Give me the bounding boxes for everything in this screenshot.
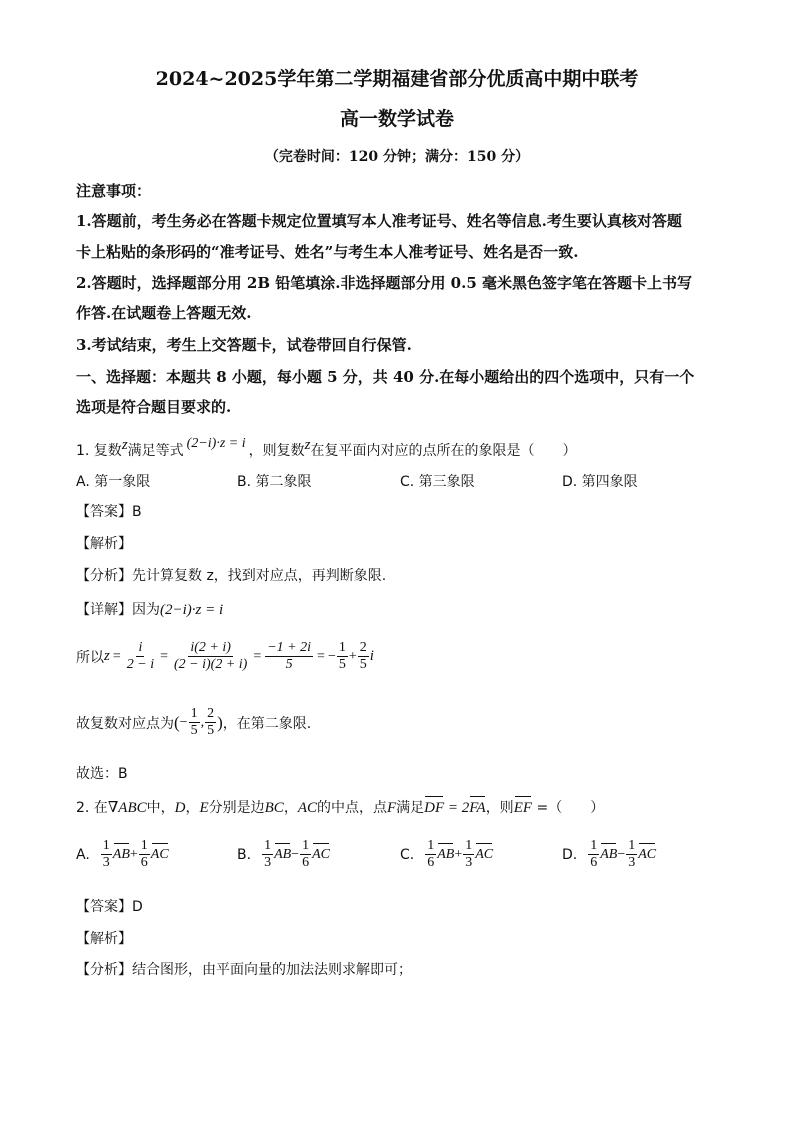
q1-detail-equation: (2−i)·z = i <box>160 602 224 618</box>
section1-line2: 选项是符合题目要求的. <box>76 398 232 416</box>
q2-comma2: ， <box>283 800 298 816</box>
q1-point-line <box>76 706 311 739</box>
q2a-frac2 <box>139 838 150 871</box>
q2c-frac1 <box>425 838 436 871</box>
deriv-eq2: = <box>160 648 168 664</box>
deriv-frac3 <box>265 640 313 673</box>
frac2-num: i(2 + i) <box>190 640 231 655</box>
q2-triangle: ∇ABC <box>107 800 147 816</box>
q2b-frac2 <box>300 838 311 871</box>
q2-vec-EF: EF <box>513 800 533 816</box>
deriv-eq3: = <box>253 648 262 664</box>
frac5-num: 2 <box>359 640 367 655</box>
q2a-vec-AB: AB <box>112 846 130 862</box>
deriv-minus: − <box>327 648 336 664</box>
q2-answer: 【答案】D <box>76 899 143 915</box>
q2d-f1d: 6 <box>590 855 598 870</box>
q1-detail-label: 【详解】因为 <box>76 602 160 618</box>
q1-point-label: 故复数对应点为 <box>76 715 174 732</box>
q2-E: E <box>199 800 209 816</box>
q2a-frac1 <box>101 838 112 871</box>
q2-analysis: 【解析】 <box>76 931 132 947</box>
deriv-frac5 <box>358 640 369 673</box>
pfrac1-den: 5 <box>190 723 198 738</box>
q2-fenxi: 【分析】结合图形，由平面向量的加法法则求解即可； <box>76 962 412 978</box>
deriv-i: i <box>369 648 374 664</box>
q2-eq: = 2 <box>444 800 470 816</box>
q2b-vec-AB: AB <box>274 846 292 862</box>
frac5-den: 5 <box>359 657 367 672</box>
q2c-f2d: 3 <box>465 855 473 870</box>
deriv-eq1: = <box>112 648 121 664</box>
q1-option-b: B. 第二象限 <box>237 474 312 490</box>
q2b-f1d: 3 <box>264 855 272 870</box>
q1-option-d: D. 第四象限 <box>562 474 638 490</box>
deriv-frac2 <box>172 640 249 673</box>
q1-point-suffix: ，在第二象限. <box>222 715 312 732</box>
q1-answer: 【答案】B <box>76 504 142 520</box>
q2c-plus: + <box>454 846 463 862</box>
q2a-f1d: 3 <box>102 855 110 870</box>
q2a-f2n: 1 <box>140 838 148 853</box>
q2c-f1n: 1 <box>427 838 435 853</box>
q1-equation: (2−i)·z = i <box>186 436 246 451</box>
frac1-den: 2 − i <box>126 657 155 672</box>
q2c-f1d: 6 <box>427 855 435 870</box>
q1-z: z <box>121 437 128 453</box>
q2d-vec-AC: AC <box>638 846 657 862</box>
point-lparen: ( <box>174 712 180 732</box>
pfrac1-num: 1 <box>190 706 198 721</box>
deriv-z: z <box>104 648 110 664</box>
exam-info: （完卷时间：120 分钟；满分：150 分） <box>264 149 530 165</box>
frac3-num: −1 + 2i <box>267 640 312 655</box>
point-frac1 <box>189 706 200 739</box>
q2-comma1: ， <box>185 800 200 816</box>
q1-choose: 故选：B <box>76 766 128 782</box>
q1-stem <box>76 436 577 460</box>
q2-option-b <box>237 838 330 871</box>
q1-option-a: A. 第一象限 <box>76 474 151 490</box>
q2b-vec-AC: AC <box>312 846 330 862</box>
q1-detail <box>76 599 223 619</box>
q2-BC: BC <box>264 800 284 816</box>
exam-subtitle: 高一数学试卷 <box>339 108 454 130</box>
q1-stem-d: 在复平面内对应的点所在的象限是（ ） <box>310 443 577 459</box>
deriv-plus: + <box>348 648 357 664</box>
q1-stem-b: 满足等式 <box>127 443 184 459</box>
q2c-vec-AB: AB <box>437 846 455 862</box>
deriv-frac1 <box>125 640 156 673</box>
q2a-f2d: 6 <box>140 855 148 870</box>
q2c-frac2 <box>463 838 474 871</box>
q2-opt-d-label: D. <box>562 846 578 863</box>
q2-option-c <box>400 838 493 871</box>
q2-F: F <box>386 800 397 816</box>
q2b-f2d: 6 <box>302 855 310 870</box>
q2c-vec-AC: AC <box>475 846 494 862</box>
q2-opt-c-label: C. <box>400 846 415 863</box>
pfrac2-num: 2 <box>207 706 215 721</box>
q2a-plus: + <box>129 846 138 862</box>
q2-vec-DF: DF <box>424 800 445 816</box>
q2-AC: AC <box>297 800 317 816</box>
point-frac2 <box>205 706 216 739</box>
pfrac2-den: 5 <box>207 723 215 738</box>
q2-stem-c: 分别是边 <box>208 800 265 816</box>
q2-stem <box>76 797 604 817</box>
deriv-eq4: = <box>317 648 325 664</box>
q2d-vec-AB: AB <box>600 846 618 862</box>
point-rparen: ) <box>217 712 223 732</box>
q2b-f1n: 1 <box>264 838 272 853</box>
q2-D: D <box>174 800 186 816</box>
q1-option-c: C. 第三象限 <box>400 474 475 490</box>
q2-stem-a: 2. 在 <box>76 800 108 816</box>
point-neg: − <box>179 714 188 730</box>
q2b-f2n: 1 <box>302 838 310 853</box>
q1-so-label: 所以 <box>76 649 104 666</box>
q2-stem-e: 满足 <box>396 800 425 816</box>
q2d-frac1 <box>588 838 599 871</box>
q2d-minus: − <box>617 846 626 862</box>
q2b-frac1 <box>262 838 273 871</box>
notice-item1-line1: 1.答题前，考生务必在答题卡规定位置填写本人准考证号、姓名等信息.考生要认真核对答题 <box>76 212 682 230</box>
notice-heading: 注意事项： <box>76 182 152 200</box>
notice-item2-line2: 作答.在试题卷上答题无效. <box>76 304 252 322</box>
q2-vec-FA: FA <box>469 800 486 816</box>
q2-opt-a-label: A. <box>76 846 90 863</box>
notice-item1-line2: 卡上粘贴的条形码的“准考证号、姓名”与考生本人准考证号、姓名是否一致. <box>76 243 579 261</box>
q2-stem-d: 的中点，点 <box>316 800 387 816</box>
notice-item2-line1: 2.答题时，选择题部分用 2B 铅笔填涂.非选择题部分用 0.5 毫米黑色签字笔在答题卡上书写 <box>76 274 692 292</box>
q2-stem-f: ，则 <box>485 800 514 816</box>
q1-analysis: 【解析】 <box>76 536 132 552</box>
q2b-minus: − <box>291 846 300 862</box>
q2a-f1n: 1 <box>102 838 110 853</box>
frac1-num: i <box>138 640 143 655</box>
q1-derivation <box>76 640 374 673</box>
q2d-frac2 <box>626 838 637 871</box>
section1-line1: 一、选择题：本题共 8 小题，每小题 5 分，共 40 分.在每小题给出的四个选项中，只有一个 <box>76 368 695 386</box>
q1-z2: z <box>304 437 311 453</box>
q2-option-d <box>562 838 656 871</box>
notice-item3: 3.考试结束，考生上交答题卡，试卷带回自行保管. <box>76 336 412 354</box>
q2-option-a <box>76 838 169 871</box>
q1-stem-c: ，则复数 <box>248 443 305 459</box>
q2-stem-b: 中， <box>146 800 175 816</box>
deriv-frac4 <box>337 640 348 673</box>
q2-opt-b-label: B. <box>237 846 252 863</box>
exam-title: 2024~2025学年第二学期福建省部分优质高中期中联考 <box>155 68 639 90</box>
q2d-f2n: 1 <box>628 838 636 853</box>
frac4-den: 5 <box>338 657 346 672</box>
frac4-num: 1 <box>338 640 346 655</box>
q2-stem-g: =（ ） <box>532 800 605 816</box>
q2c-f2n: 1 <box>465 838 473 853</box>
q2a-vec-AC: AC <box>150 846 169 862</box>
q2d-f1n: 1 <box>590 838 598 853</box>
q1-fenxi: 【分析】先计算复数 z，找到对应点，再判断象限. <box>76 568 387 584</box>
q1-stem-a: 1. 复数 <box>76 443 122 459</box>
frac3-den: 5 <box>285 657 293 672</box>
frac2-den: (2 − i)(2 + i) <box>174 657 248 672</box>
q2d-f2d: 3 <box>628 855 636 870</box>
point-comma: , <box>200 714 205 730</box>
